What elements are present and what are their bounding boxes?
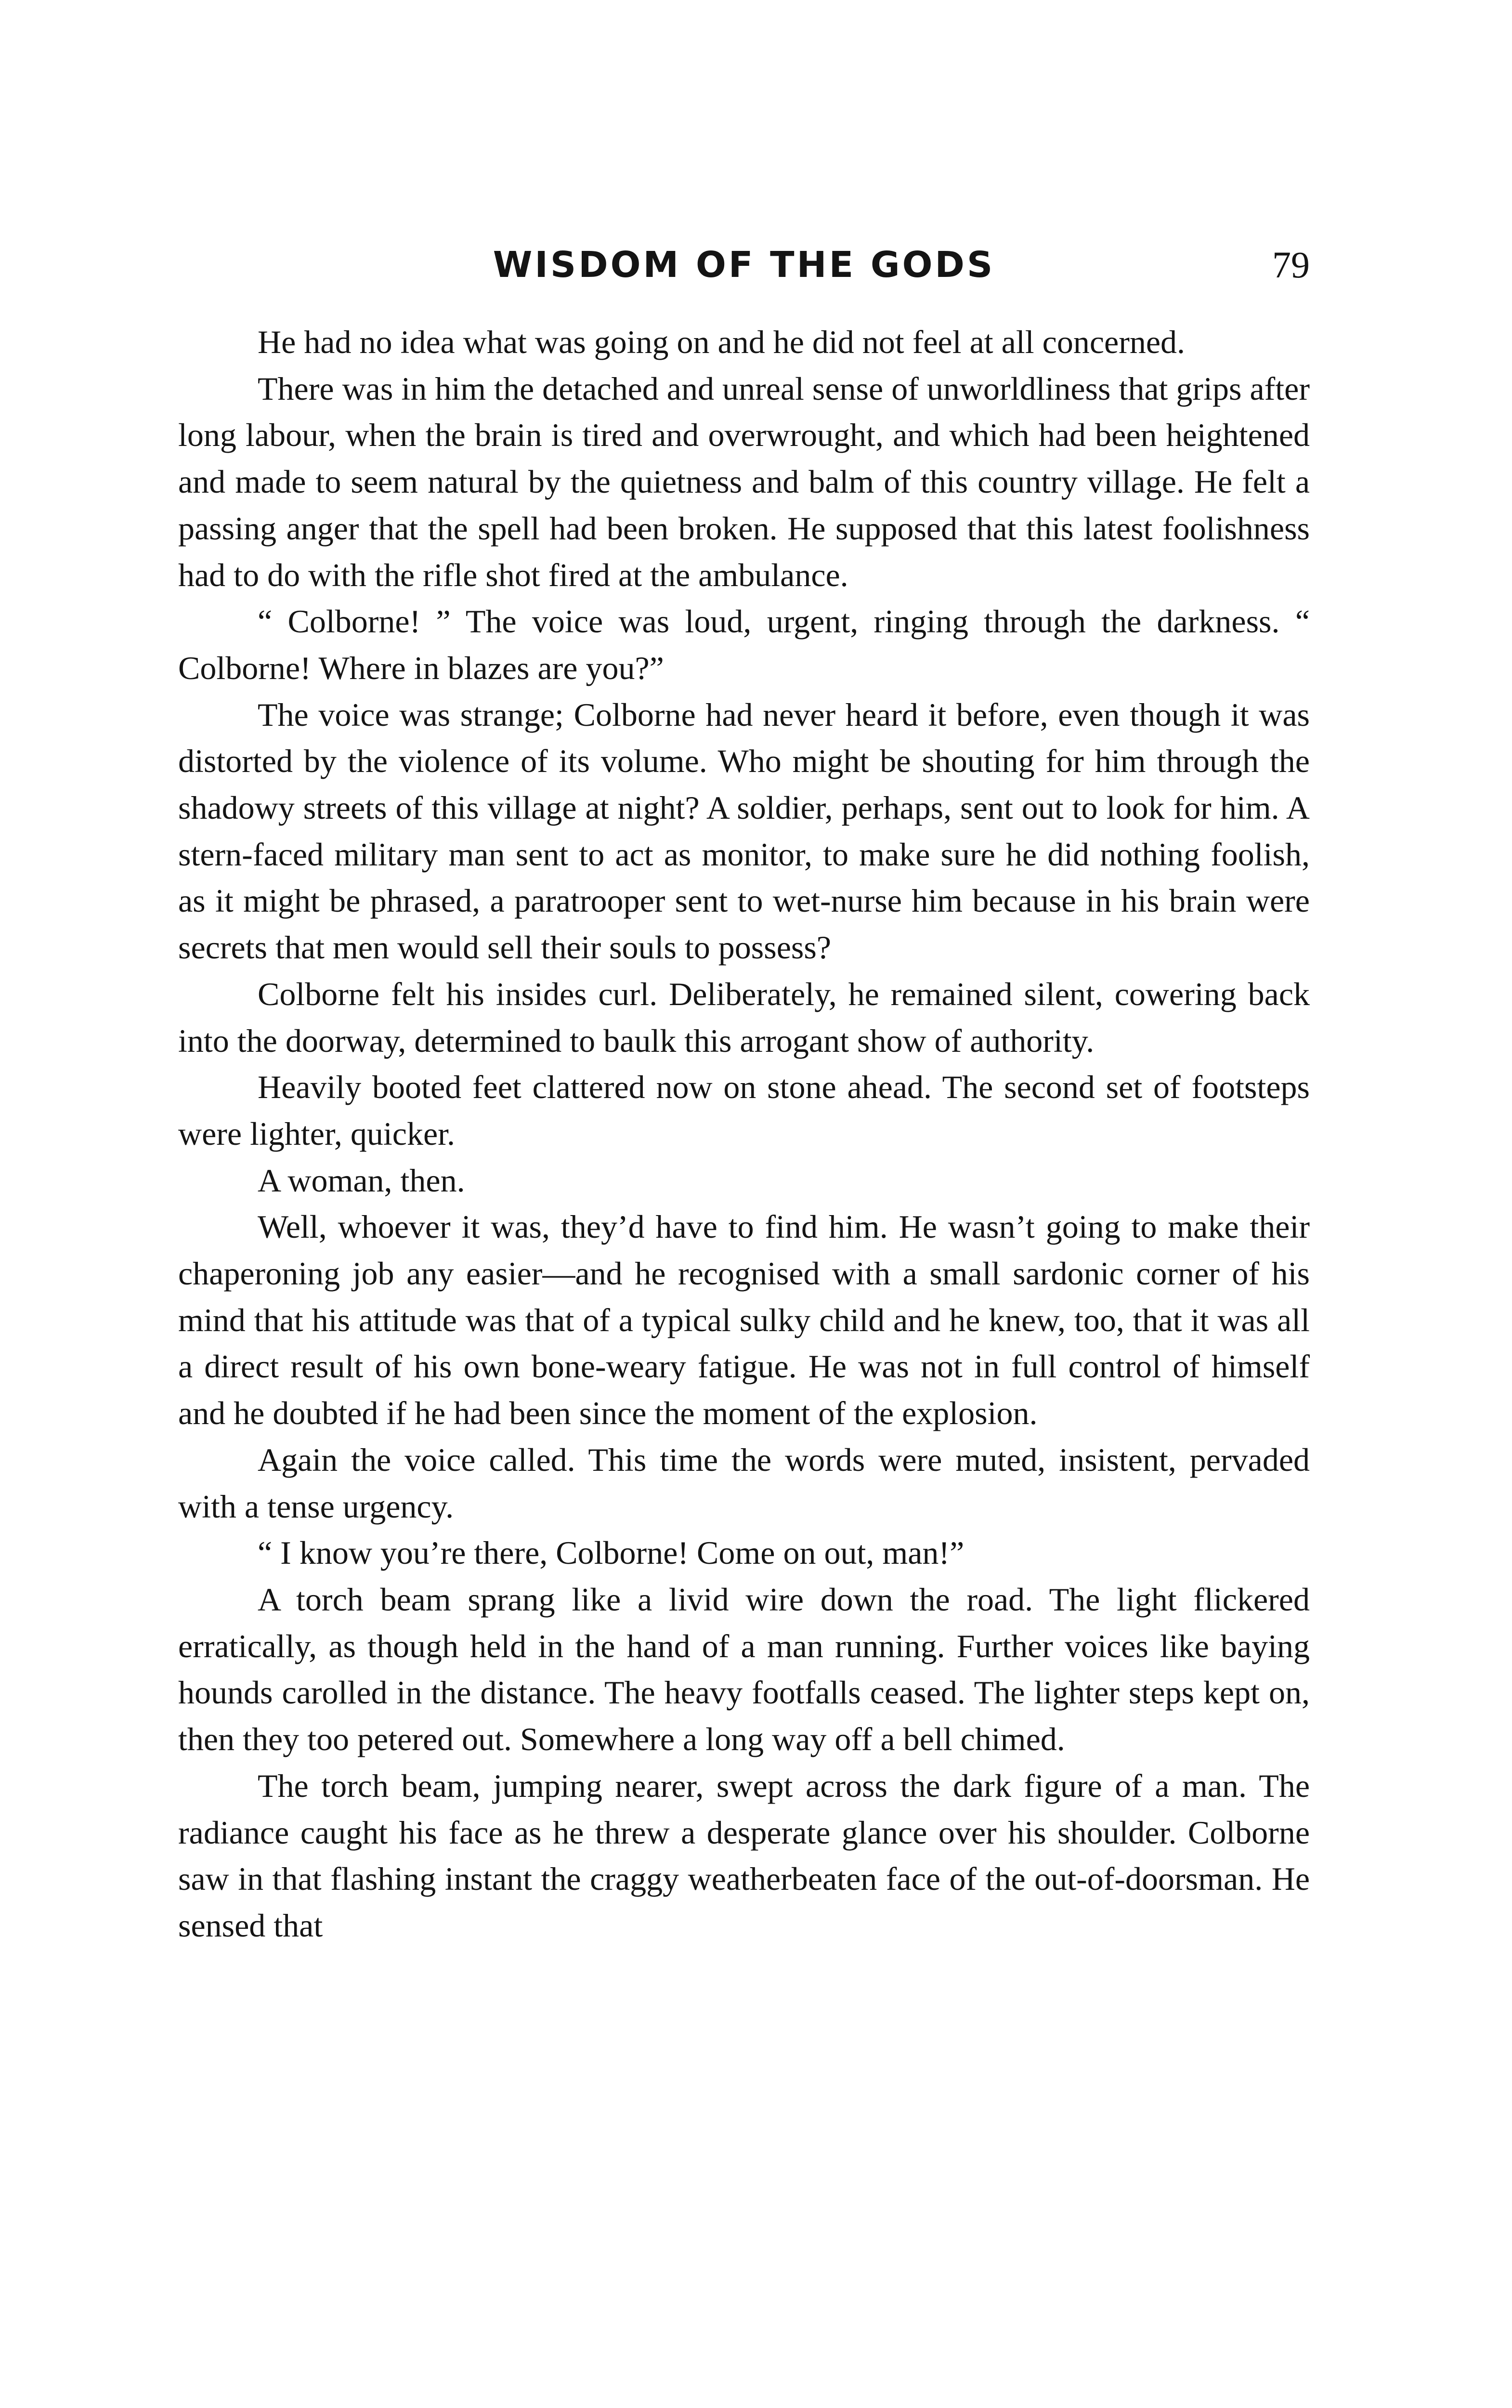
paragraph: There was in him the detached and unreal sense of unworldliness that grips after long labour, when the brain is tired and overwrought, and which had been heightened and made to seem natural by the quietness and balm of this country village. He felt a passing anger that the spell had been broken. He supposed that this latest foolishness had to do with the rifle shot fired at the ambulance. <box>178 370 1310 593</box>
chapter-title: WISDOM OF THE GODS <box>493 244 995 286</box>
paragraph: The voice was strange; Colborne had never heard it before, even though it was distorted by the violence of its volume. Who might be shouting for him through the shadowy streets of this village at night? A soldier, perhaps, sent out to look for him. A stern-faced military man sent to act as monitor, to make sure he did nothing foolish, as it might be phrased, a paratrooper sent to wet-nurse him because in his brain were secrets that men would sell their souls to possess? <box>178 696 1310 966</box>
paragraph: A woman, then. <box>258 1162 465 1199</box>
paragraph: A torch beam sprang like a livid wire down the road. The light flickered erratically, as though held in the hand of a man running. Further voices like baying hounds carolled in the distance. The heavy footfalls ceased. The lighter steps kept on, then they too petered out. Somewhere a long way off a bell chimed. <box>178 1581 1310 1758</box>
paragraph: “ I know you’re there, Colborne! Come on out, man!” <box>258 1534 965 1571</box>
paragraph: Well, whoever it was, they’d have to find him. He wasn’t going to make their chaperoning job any easier—and he recognised with a small sardonic corner of his mind that his attitude was that of a typical sulky child and he knew, too, that it was all a direct result of his own bone-weary fatigue. He was not in full control of himself and he doubted if he had been since the moment of the explosion. <box>178 1208 1310 1432</box>
paragraph: The torch beam, jumping nearer, swept across the dark figure of a man. The radiance caught his face as he threw a desperate glance over his shoulder. Colborne saw in that flashing instant the craggy weatherbeaten face of the out-of-doorsman. He sensed that <box>178 1767 1310 1944</box>
paragraph: Heavily booted feet clattered now on stone ahead. The second set of footsteps were lighter, quicker. <box>178 1069 1310 1152</box>
running-head <box>178 241 1310 299</box>
paragraph: “ Colborne! ” The voice was loud, urgent, ringing through the darkness. “ Colborne! Where in blazes are you?” <box>178 603 1310 686</box>
paragraph: Colborne felt his insides curl. Deliberately, he remained silent, cowering back into the doorway, determined to baulk this arrogant show of authority. <box>178 975 1310 1059</box>
paragraph: He had no idea what was going on and he did not feel at all concerned. <box>258 324 1186 360</box>
body-text <box>178 319 1310 1949</box>
page-number: 79 <box>1272 244 1310 286</box>
paragraph: Again the voice called. This time the words were muted, insistent, pervaded with a tense urgency. <box>178 1441 1310 1525</box>
